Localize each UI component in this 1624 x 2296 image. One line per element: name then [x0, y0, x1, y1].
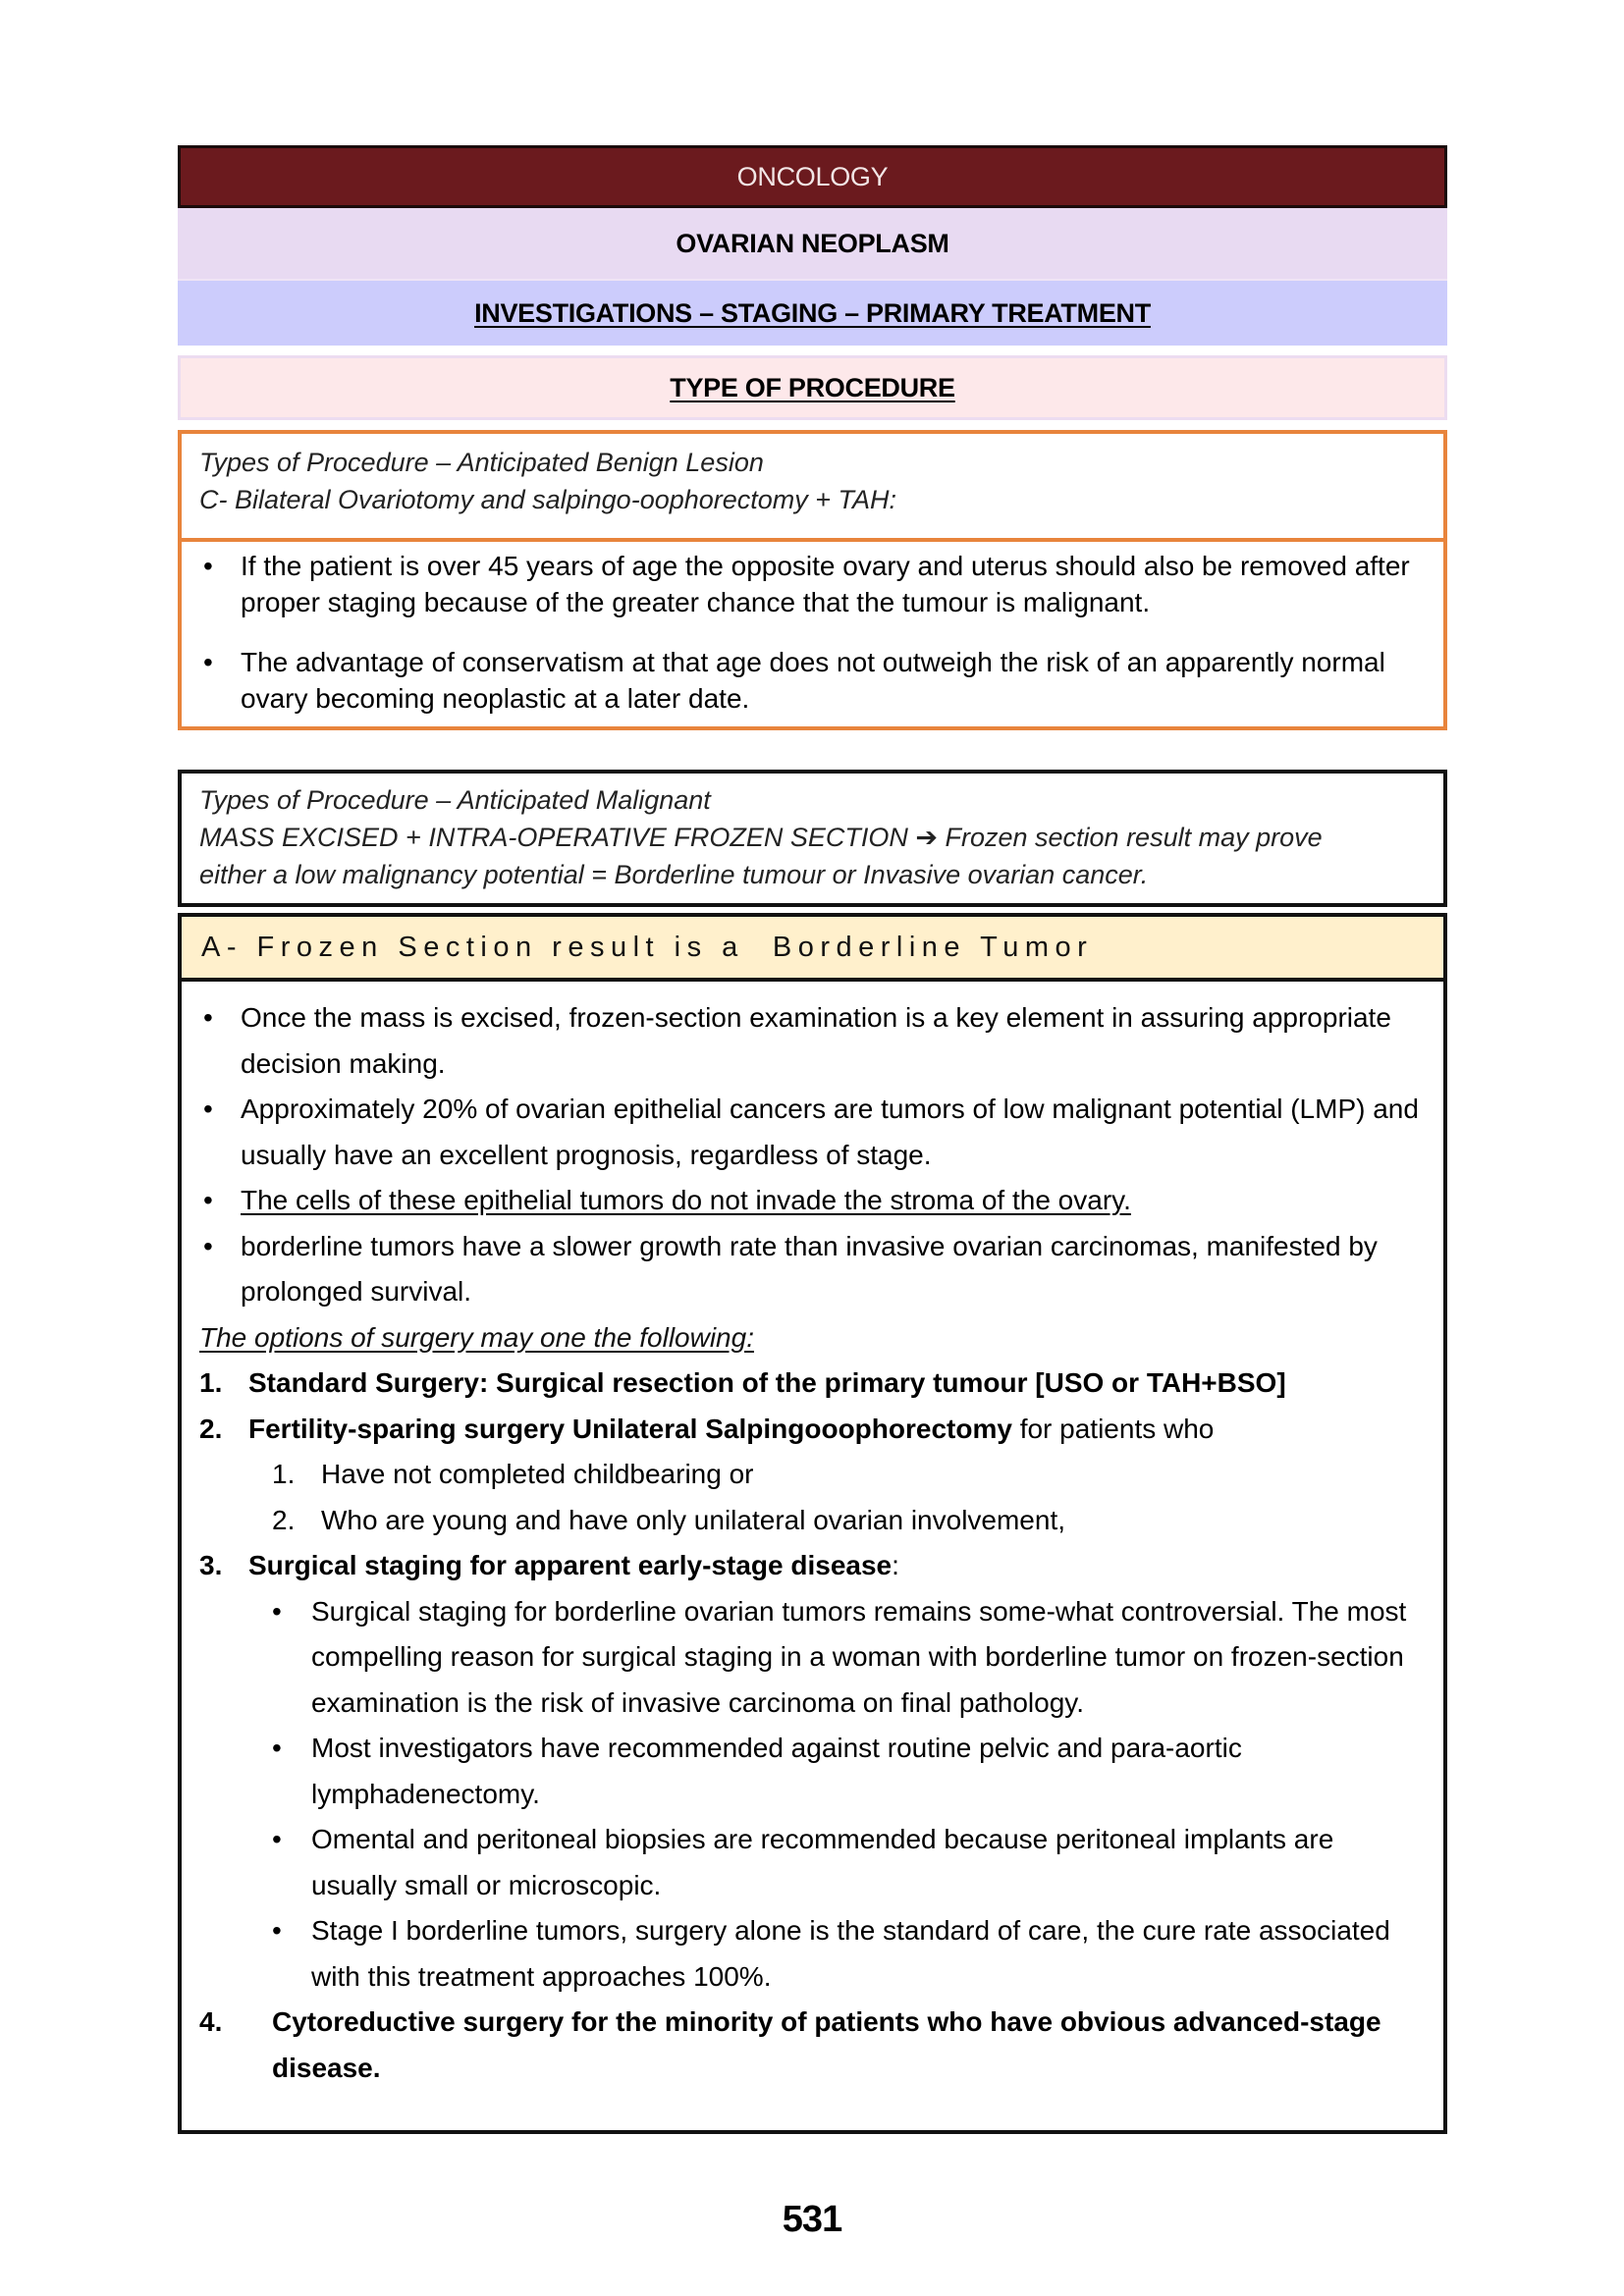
benign-title: Types of Procedure – Anticipated Benign Lesion [199, 448, 764, 477]
surgery-option [199, 1361, 1426, 1407]
list-item-text: Approximately 20% of ovarian epithelial cancers are tumors of low malignant potential (LMP) and usually have an excellent prognosis, regardless of stage. [241, 1094, 1419, 1170]
list-item-text: The advantage of conservatism at that age does not outweigh the risk of an apparently normal ovary becoming neoplastic at a later date. [241, 647, 1385, 714]
benign-box-body [182, 542, 1443, 726]
sub-option [199, 1498, 1426, 1544]
bullet-icon: • [203, 1002, 213, 1033]
sub-bullet [199, 1817, 1426, 1908]
borderline-title: A- Frozen Section result is a Borderline Tumor [182, 917, 1443, 982]
list-item-text: If the patient is over 45 years of age the opposite ovary and uterus should also be removed after proper staging because of the greater chance that the tumour is malignant. [241, 551, 1410, 617]
surgery-option [199, 2000, 1426, 2091]
option-title: Fertility-sparing surgery Unilateral Salpingooophorectomy [248, 1413, 1012, 1444]
topic-banner [178, 208, 1447, 281]
surgery-options-heading: The options of surgery may one the following: [199, 1321, 754, 1353]
list-item-text: The cells of these epithelial tumors do not invade the stroma of the ovary. [241, 1185, 1131, 1215]
bullet-icon: • [203, 1094, 213, 1124]
malignant-box-header [182, 774, 1443, 903]
sub-bullet-text: Omental and peritoneal biopsies are recommended because peritoneal implants are usually small or microscopic. [311, 1824, 1334, 1900]
option-number: 1. [199, 1367, 223, 1398]
sub-bullet [199, 1908, 1426, 2000]
surgery-option [199, 1407, 1426, 1453]
malignant-result-detail: either a low malignancy potential = Borderline tumour or Invasive ovarian cancer. [199, 860, 1149, 889]
surgery-option [199, 1543, 1426, 1589]
benign-box-header [182, 434, 1443, 542]
page-number: 531 [782, 2199, 842, 2240]
sub-bullet-text: Most investigators have recommended against routine pelvic and para-aortic lymphadenectomy. [311, 1733, 1242, 1809]
option-title: Surgical staging for apparent early-stage disease [248, 1550, 893, 1580]
sub-bullet-text: Stage I borderline tumors, surgery alone is the standard of care, the cure rate associated with this treatment approaches 100%. [311, 1915, 1390, 1992]
bullet-icon: • [272, 1595, 282, 1627]
sub-bullet [199, 1589, 1426, 1727]
list-item [199, 1087, 1426, 1178]
sub-option-number: 1. [272, 1459, 296, 1489]
bullet-icon: • [203, 1230, 213, 1261]
sub-bullet [199, 1726, 1426, 1817]
option-title: Standard Surgery: Surgical resection of the primary tumour [USO or TAH+BSO] [248, 1367, 1286, 1398]
bullet-icon: • [203, 1185, 213, 1215]
section-banner [178, 281, 1447, 346]
option-title: Cytoreductive surgery for the minority of patients who have obvious advanced-stage disease. [272, 2006, 1381, 2083]
malignant-title: Types of Procedure – Anticipated Malignant [199, 785, 711, 815]
option-number: 3. [199, 1550, 223, 1580]
list-item [199, 548, 1426, 620]
bullet-icon: • [272, 1824, 282, 1854]
borderline-tumor-box [178, 913, 1447, 2134]
sub-bullet-text: Surgical staging for borderline ovarian tumors remains some-what controversial. The most compelling reason for surgical staging in a woman with borderline tumor on frozen-section examination is the risk of invasive carcinoma on final pathology. [311, 1595, 1407, 1718]
category-banner [178, 145, 1447, 208]
bullet-icon: • [203, 647, 213, 677]
list-item [199, 1178, 1426, 1224]
arrow-right-icon: ➔ [915, 823, 938, 852]
list-item [199, 1224, 1426, 1315]
sub-option-number: 2. [272, 1504, 296, 1535]
bullet-icon: • [272, 1915, 282, 1946]
category-title: ONCOLOGY [736, 161, 889, 191]
subsection-title: TYPE OF PROCEDURE [670, 372, 955, 402]
bullet-icon: • [203, 551, 213, 581]
procedure-result-text: Frozen section result may prove [937, 823, 1323, 852]
malignant-box [178, 770, 1447, 907]
list-item [199, 995, 1426, 1087]
malignant-procedure [199, 819, 1426, 856]
sub-option-text: Have not completed childbearing or [321, 1459, 754, 1489]
sub-option [199, 1452, 1426, 1498]
benign-lesion-box [178, 430, 1447, 730]
procedure-text: MASS EXCISED + INTRA-OPERATIVE FROZEN SECTION [199, 823, 916, 852]
option-detail: for patients who [1011, 1413, 1215, 1444]
subsection-banner [178, 355, 1447, 420]
section-title: INVESTIGATIONS – STAGING – PRIMARY TREATMENT [474, 297, 1151, 328]
page-content [178, 145, 1447, 2134]
benign-procedure: C- Bilateral Ovariotomy and salpingo-oophorectomy + TAH: [199, 485, 897, 514]
list-item [199, 644, 1426, 717]
list-item-text: borderline tumors have a slower growth rate than invasive ovarian carcinomas, manifested by prolonged survival. [241, 1230, 1378, 1307]
topic-title: OVARIAN NEOPLASM [676, 228, 949, 258]
bullet-icon: • [272, 1733, 282, 1763]
borderline-content [182, 982, 1443, 2130]
list-item-text: Once the mass is excised, frozen-section examination is a key element in assuring appropriate decision making. [241, 1002, 1391, 1079]
option-number: 4. [199, 2006, 223, 2037]
sub-option-text: Who are young and have only unilateral ovarian involvement, [321, 1504, 1066, 1535]
option-detail: : [892, 1550, 899, 1580]
option-number: 2. [199, 1413, 223, 1444]
